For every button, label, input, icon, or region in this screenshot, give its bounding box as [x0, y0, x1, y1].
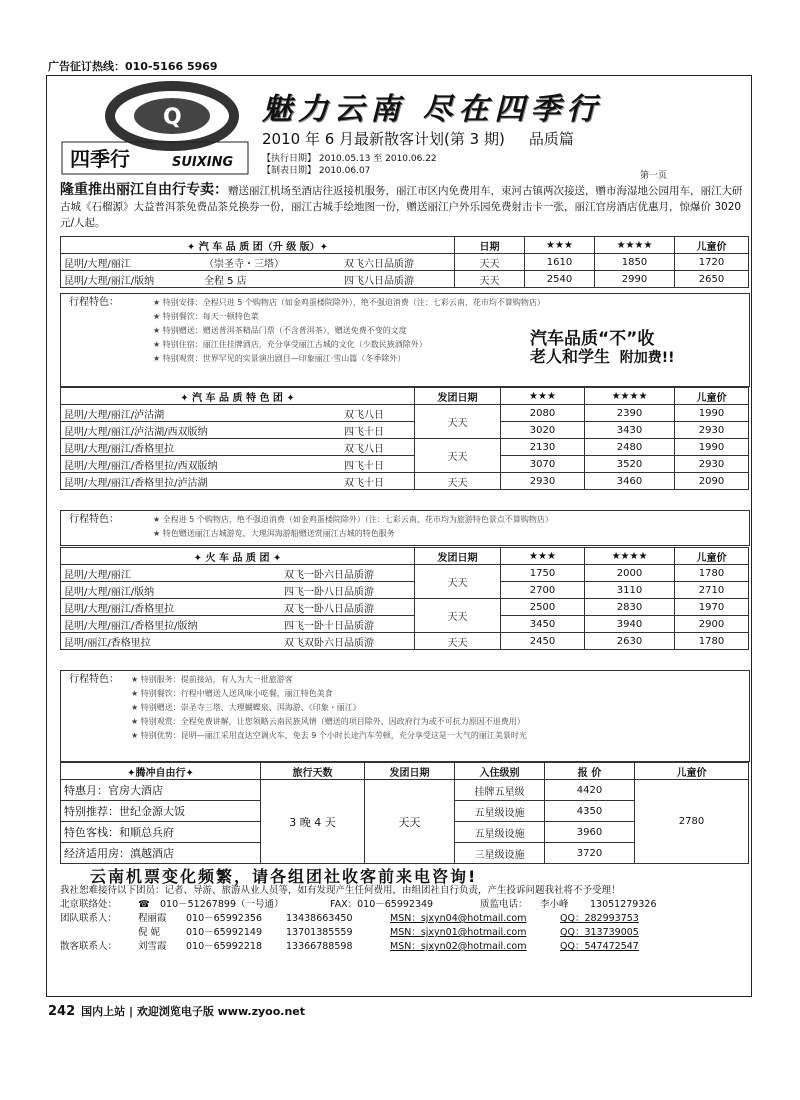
price-3star: 1750	[501, 565, 585, 582]
price: 3720	[545, 843, 635, 864]
price-child: 1990	[675, 405, 749, 422]
person-msn: MSN：sjxyn01@hotmail.com	[390, 927, 527, 938]
contact-person	[60, 926, 748, 940]
date: 天天	[455, 271, 525, 288]
person-qq: QQ：313739005	[560, 927, 639, 938]
table-header: 发团日期	[415, 388, 501, 405]
qc-label: 质监电话：	[480, 899, 528, 910]
note-item: ★ 特别餐饮：行程中赠送人送风味小吃餐，丽江特色美食	[131, 689, 333, 698]
slogan: 魅力云南 尽在四季行	[262, 92, 603, 127]
logo-cn: 四季行	[70, 147, 130, 171]
travel-days: 3 晚 4 天	[261, 780, 365, 864]
page-footer	[48, 1003, 305, 1019]
notes-label: 行程特色：	[69, 514, 119, 525]
price-4star: 2480	[585, 439, 675, 456]
price-4star: 3110	[585, 582, 675, 599]
table-header: ★★★★	[585, 548, 675, 565]
ticket-banner: 云南机票变化频繁，请各组团社收客前来电咨询!	[90, 867, 478, 886]
logo-en: SUIXING	[172, 155, 234, 170]
price-4star: 2830	[585, 599, 675, 616]
person-tel: 010－65992149	[186, 927, 262, 938]
price-4star: 3430	[585, 422, 675, 439]
beijing-row	[60, 898, 748, 912]
table-header: 发团日期	[365, 763, 455, 780]
person-name: 倪 妮	[138, 927, 161, 938]
table-row	[61, 456, 749, 473]
route: 昆明/大理/丽江/版纳	[64, 275, 155, 287]
person-name: 程丽霞	[138, 913, 167, 924]
table-header: 旅行天数	[261, 763, 365, 780]
note-item: ★ 特别餐饮：每天一顿特色菜	[153, 312, 259, 321]
price-child: 2780	[635, 780, 749, 864]
note-item: ★ 特别观赏：世界罕见的实景演出剧目—印象丽江·雪山篇（冬季除外）	[153, 354, 406, 363]
price-child: 2090	[675, 473, 749, 490]
date: 天天	[365, 780, 455, 864]
notes-label: 行程特色：	[69, 674, 119, 685]
bus-quality-table	[60, 236, 749, 288]
train-quality-table	[60, 547, 749, 650]
route: 昆明/大理/丽江/香格里拉/西双版纳	[64, 460, 218, 472]
beijing-phone: 010－51267899（一号通）	[160, 899, 284, 910]
qc-name: 李小峰	[540, 899, 569, 910]
callout-line3: 附加费!!	[619, 350, 675, 366]
table-header: ★★★	[525, 237, 595, 254]
tour-type: 四飞一卧十日品质游	[284, 620, 374, 632]
callout-line2: 老人和学生	[530, 347, 611, 366]
date: 天天	[415, 599, 501, 633]
person-msn: MSN：sjxyn02@hotmail.com	[390, 941, 527, 952]
page-label: 第一页	[640, 171, 668, 181]
tour-type: 双飞一卧八日品质游	[284, 603, 374, 615]
route: 昆明/大理/丽江/泸沽湖/西双版纳	[64, 426, 208, 438]
price-3star: 2500	[501, 599, 585, 616]
price-child: 1780	[675, 633, 749, 650]
price-4star: 3940	[585, 616, 675, 633]
price-3star: 3070	[501, 456, 585, 473]
hotel-level: 五星级设施	[455, 801, 545, 822]
table-row	[61, 439, 749, 456]
route: 昆明/丽江/香格里拉	[64, 637, 151, 649]
page-number: 242	[48, 1004, 76, 1019]
table-header: ✦腾冲自由行✦	[61, 763, 261, 780]
tour-type: 四飞十日	[344, 426, 384, 438]
table-row	[61, 616, 749, 633]
price-3star: 3450	[501, 616, 585, 633]
no-surcharge-callout	[530, 330, 675, 367]
hotel-level: 五星级设施	[455, 822, 545, 843]
price-3star: 2130	[501, 439, 585, 456]
table-header: ★★★★	[595, 237, 675, 254]
tour-type: 四飞十日	[344, 460, 384, 472]
table-row	[61, 405, 749, 422]
callout-line1: 汽车品质“不”收	[530, 329, 655, 349]
route: 昆明/大理/丽江/香格里拉/版纳	[64, 620, 198, 632]
route-note: 全程 5 店	[204, 275, 247, 287]
route: 昆明/大理/丽江/泸沽湖	[64, 409, 165, 421]
table-header: ✦ 汽 车 品 质 团（升 级 版）✦	[61, 237, 455, 254]
table-header: 报 价	[545, 763, 635, 780]
route: 昆明/大理/丽江	[64, 569, 131, 581]
table-header: ★★★	[501, 548, 585, 565]
tour-type: 四飞八日品质游	[344, 275, 414, 287]
route: 昆明/大理/丽江/香格里拉/泸沽湖	[64, 477, 208, 489]
person-role: 散客联系人：	[60, 941, 118, 952]
price-child: 2930	[675, 422, 749, 439]
date: 天天	[415, 633, 501, 650]
table-header: 日期	[455, 237, 525, 254]
disclaimer: 我社恕难接待以下团员：记者、导游、旅游从业人员等，如有发现产生任何费用，由组团社自行负责，产生投诉问题我社将不予受理！	[60, 885, 621, 896]
note-item: ★ 特别住宿：丽江住挂牌酒店，充分享受丽江古城的文化（少数民族酒除外）	[153, 340, 427, 349]
date: 天天	[415, 473, 501, 490]
company-logo	[60, 80, 250, 180]
tour-type: 双飞双卧六日品质游	[284, 637, 374, 649]
hotel-level: 挂牌五星级	[455, 780, 545, 801]
tour-type: 四飞一卧八日品质游	[284, 586, 374, 598]
price-4star: 2390	[585, 405, 675, 422]
price-4star: 2000	[585, 565, 675, 582]
price-4star: 3520	[585, 456, 675, 473]
tour-type: 双飞八日	[344, 409, 384, 421]
table-header: ★★★	[501, 388, 585, 405]
note-item: ★ 特别赠送：崇圣寺三塔、大理蝴蝶泉、洱海游、《印象・丽江》	[131, 703, 361, 712]
hotel-name: 经济适用房：滇越酒店	[61, 843, 261, 864]
price-3star: 2450	[501, 633, 585, 650]
intro-text: 赠送丽江机场至酒店往返接机服务，丽江市区内免费用车，束河古镇两次接送，赠市海湿地公园用车，丽江大研古城《石榴源》大益普洱茶免费品茶兑换券一份，丽江古城手绘地图一份，赠送丽江户外乐园免费射击卡一张，丽江官房酒店优惠月，惊爆价 3020 元/人起。	[60, 185, 743, 229]
price: 4350	[545, 801, 635, 822]
note-item: ★ 特别优势：昆明—丽江采用直达空调火车，免去 9 个小时长途汽车劳顿，充分享受这是一大气的丽江美景时光	[131, 731, 527, 740]
hotel-level: 三星级设施	[455, 843, 545, 864]
person-qq: QQ：282993753	[560, 913, 639, 924]
fax: FAX：010－65992349	[330, 899, 434, 910]
note-item: ★ 特别赠送：赠送普洱茶精品门票（不含普洱茶），赠送免费不变的文度	[153, 326, 407, 335]
hotel-name: 特惠月：官房大酒店	[61, 780, 261, 801]
price: 3960	[545, 822, 635, 843]
person-mobile: 13438663450	[286, 913, 353, 924]
table-header: 入住级别	[455, 763, 545, 780]
lijiang-intro	[60, 182, 748, 231]
price-child: 1780	[675, 565, 749, 582]
route: 昆明/大理/丽江/版纳	[64, 586, 155, 598]
ad-hotline: 广告征订热线：010-5166 5969	[48, 60, 218, 73]
route: 昆明/大理/丽江/香格里拉	[64, 443, 175, 455]
date: 天天	[415, 565, 501, 599]
contact-person	[60, 940, 748, 954]
qc-phone: 13051279326	[590, 899, 657, 910]
route-note: （崇圣寺・三塔）	[204, 258, 284, 270]
price: 4420	[545, 780, 635, 801]
contact-block	[60, 884, 748, 954]
price-child: 1970	[675, 599, 749, 616]
price-3star: 2540	[525, 271, 595, 288]
person-mobile: 13366788598	[286, 941, 353, 952]
note-item: ★ 全程进 5 个购物店，绝不强迫消费（如金鸡蛋楼院除外）（注：七彩云南、花市均为旅游特色景点不算购物店）	[153, 515, 553, 524]
table-row	[61, 599, 749, 616]
plan-title-text: 2010 年 6 月最新散客计划(第 3 期)	[262, 130, 505, 148]
price-3star: 2700	[501, 582, 585, 599]
price-3star: 2080	[501, 405, 585, 422]
table-row	[61, 565, 749, 582]
table-row	[61, 254, 749, 271]
price-4star: 3460	[585, 473, 675, 490]
tour-type: 双飞八日	[344, 443, 384, 455]
hotel-name: 特色客栈：和顺总兵府	[61, 822, 261, 843]
note-item: ★ 特别观赏：全程免费讲解，让您领略云南民族风情（赠送的项目除外，因政府行为或不可抗力原因不退费用）	[131, 717, 525, 726]
itinerary-notes-3	[60, 670, 750, 762]
svg-text:Q: Q	[163, 105, 182, 130]
date-info	[262, 153, 437, 177]
person-role: 团队联系人：	[60, 913, 118, 924]
route: 昆明/大理/丽江	[64, 258, 131, 270]
footer-text: 国内上站 | 欢迎浏览电子版 www.zyoo.net	[81, 1005, 306, 1018]
intro-title: 隆重推出丽江自由行专卖：	[60, 182, 228, 198]
person-mobile: 13701385559	[286, 927, 353, 938]
table-row	[61, 780, 749, 801]
table-row	[61, 633, 749, 650]
tour-type: 双飞一卧六日品质游	[284, 569, 374, 581]
price-4star: 2630	[585, 633, 675, 650]
note-item: ★ 特别安排：全程只进 5 个购物店（如金鸡蛋楼院除外），绝不强迫消费（注：七彩云南、花市均不算购物店）	[153, 298, 545, 307]
note-item: ★ 特别服务：提前接站，有人为大一批旅游客	[131, 675, 293, 684]
price-child: 2710	[675, 582, 749, 599]
table-header: 儿童价	[635, 763, 749, 780]
price-4star: 2990	[595, 271, 675, 288]
logo-emblem-icon	[60, 80, 250, 180]
price-4star: 1850	[595, 254, 675, 271]
contact-person	[60, 912, 748, 926]
beijing-label: 北京联络处：	[60, 899, 118, 910]
table-header: 儿童价	[675, 388, 749, 405]
table-header: 儿童价	[675, 548, 749, 565]
table-row	[61, 271, 749, 288]
table-header: 儿童价	[675, 237, 749, 254]
price-child: 2930	[675, 456, 749, 473]
plan-title	[262, 128, 574, 149]
person-tel: 010－65992218	[186, 941, 262, 952]
person-msn: MSN：sjxyn04@hotmail.com	[390, 913, 527, 924]
person-name: 刘雪霞	[138, 941, 167, 952]
plan-quality: 品质篇	[528, 130, 574, 148]
date: 天天	[415, 405, 501, 439]
table-header: ✦ 火 车 品 质 团 ✦	[61, 548, 415, 565]
notes-label: 行程特色：	[69, 297, 119, 308]
tour-type: 双飞十日	[344, 477, 384, 489]
tour-type: 双飞六日品质游	[344, 258, 414, 270]
price-3star: 2930	[501, 473, 585, 490]
price-3star: 1610	[525, 254, 595, 271]
bus-special-table	[60, 387, 749, 490]
route: 昆明/大理/丽江/香格里拉	[64, 603, 175, 615]
price-child: 2650	[675, 271, 749, 288]
note-item: ★ 特色赠送丽江古城游览，大理洱海游船赠送赏丽江古城的特色服务	[153, 529, 395, 538]
table-header: 发团日期	[415, 548, 501, 565]
itinerary-notes-2	[60, 510, 750, 546]
phone-icon: ☎	[138, 899, 150, 910]
table-row	[61, 422, 749, 439]
price-child: 1720	[675, 254, 749, 271]
person-tel: 010－65992356	[186, 913, 262, 924]
table-header: ★★★★	[585, 388, 675, 405]
price-child: 1990	[675, 439, 749, 456]
exec-date: 【执行日期】 2010.05.13 至 2010.06.22	[262, 154, 437, 164]
table-header: ✦ 汽 车 品 质 特 色 团 ✦	[61, 388, 415, 405]
price-3star: 3020	[501, 422, 585, 439]
table-row	[61, 473, 749, 490]
date: 天天	[415, 439, 501, 473]
price-child: 2900	[675, 616, 749, 633]
hotel-name: 特别推荐：世纪金源大饭	[61, 801, 261, 822]
table-row	[61, 582, 749, 599]
make-date: 【制表日期】 2010.06.07	[262, 166, 371, 176]
date: 天天	[455, 254, 525, 271]
tengchong-table	[60, 762, 749, 864]
person-qq: QQ：547472547	[560, 941, 639, 952]
